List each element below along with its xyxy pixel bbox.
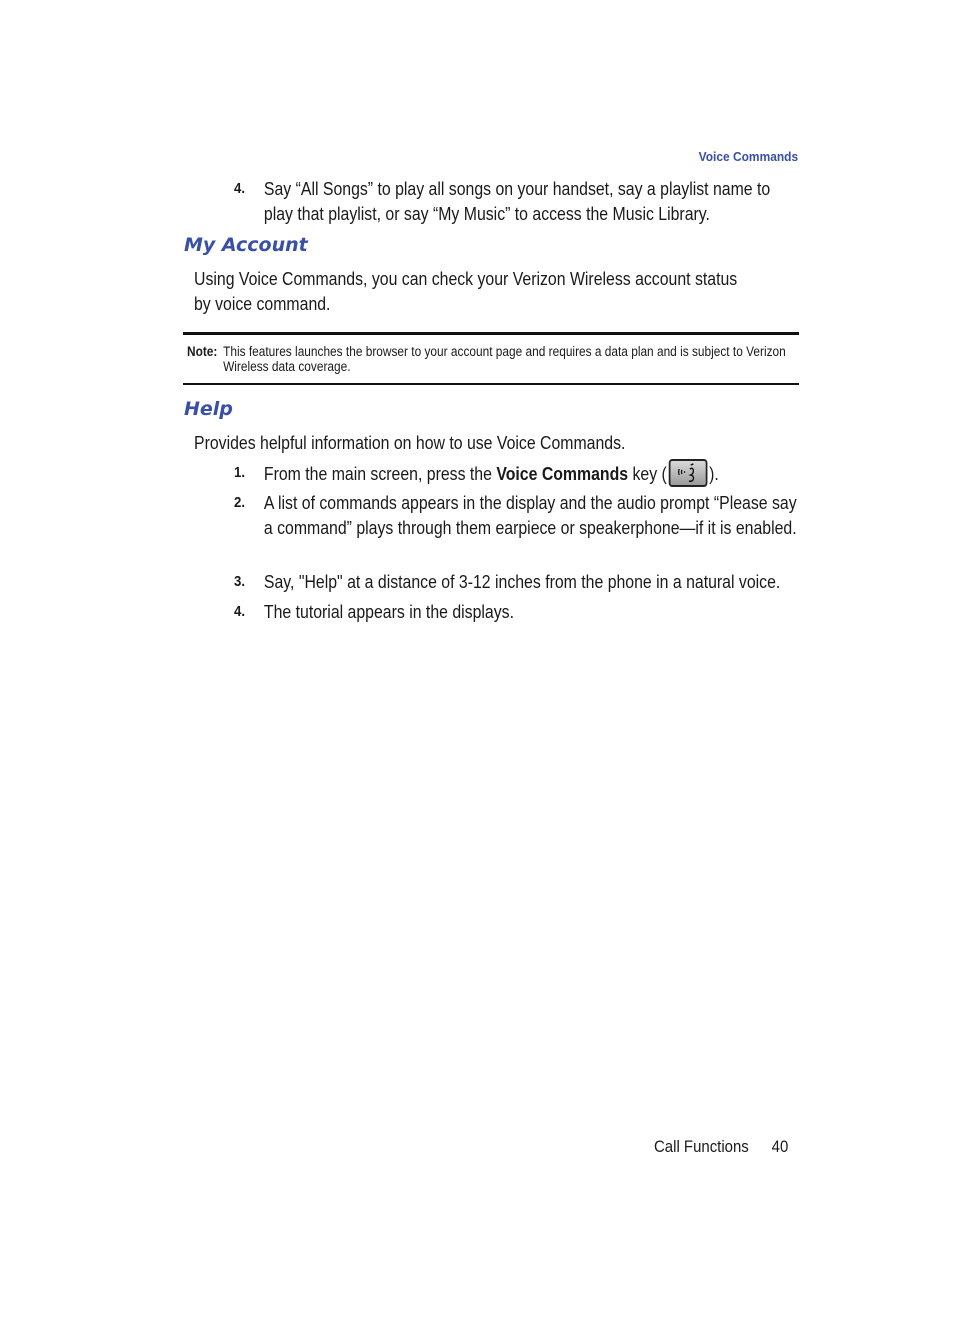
note-divider-top — [183, 332, 799, 335]
step-number: 3. — [234, 573, 246, 590]
footer-chapter: Call Functions — [654, 1137, 749, 1156]
note-divider-bottom — [183, 383, 799, 385]
step-text-part: key ( — [628, 463, 667, 484]
step-number: 1. — [234, 464, 246, 481]
list-item — [234, 177, 771, 226]
note-label: Note: — [187, 344, 218, 359]
note-text: This features launches the browser to your account page and requires a data plan and is subject to Verizon Wireless data coverage. — [223, 344, 786, 374]
paragraph: Using Voice Commands, you can check your Verizon Wireless account status by voice command. — [194, 269, 738, 314]
voice-commands-key-label: Voice Commands — [496, 463, 629, 484]
paragraph: Provides helpful information on how to use Voice Commands. — [194, 433, 626, 453]
step-text: The tutorial appears in the displays. — [263, 602, 514, 622]
page-number: 40 — [771, 1137, 789, 1156]
step-text: Say, "Help" at a distance of 3-12 inches from the phone in a natural voice. — [263, 572, 781, 592]
step-text — [264, 461, 801, 489]
list-item — [234, 600, 732, 625]
step-text: A list of commands appears in the display and the audio prompt “Please say a command” plays through them earpiece or speakerphone—if it is enabled. — [263, 493, 797, 538]
step-text-part: From the main screen, press the — [263, 463, 497, 484]
step-number: 4. — [234, 180, 246, 197]
step-number: 4. — [234, 603, 246, 620]
note-box — [187, 344, 794, 374]
running-header: Voice Commands — [698, 149, 798, 164]
page-footer — [654, 1137, 788, 1157]
step-text-part: ). — [709, 463, 719, 484]
list-item — [234, 461, 732, 489]
voice-commands-key-icon — [669, 459, 708, 487]
section-heading-my-account: My Account — [184, 234, 308, 256]
list-item — [234, 491, 797, 540]
list-item — [234, 570, 781, 595]
step-text: Say “All Songs” to play all songs on your handset, say a playlist name to play that playlist, or say “My Music” to access the Music Library. — [263, 179, 771, 224]
step-number: 2. — [234, 494, 246, 511]
section-heading-help: Help — [184, 398, 233, 420]
